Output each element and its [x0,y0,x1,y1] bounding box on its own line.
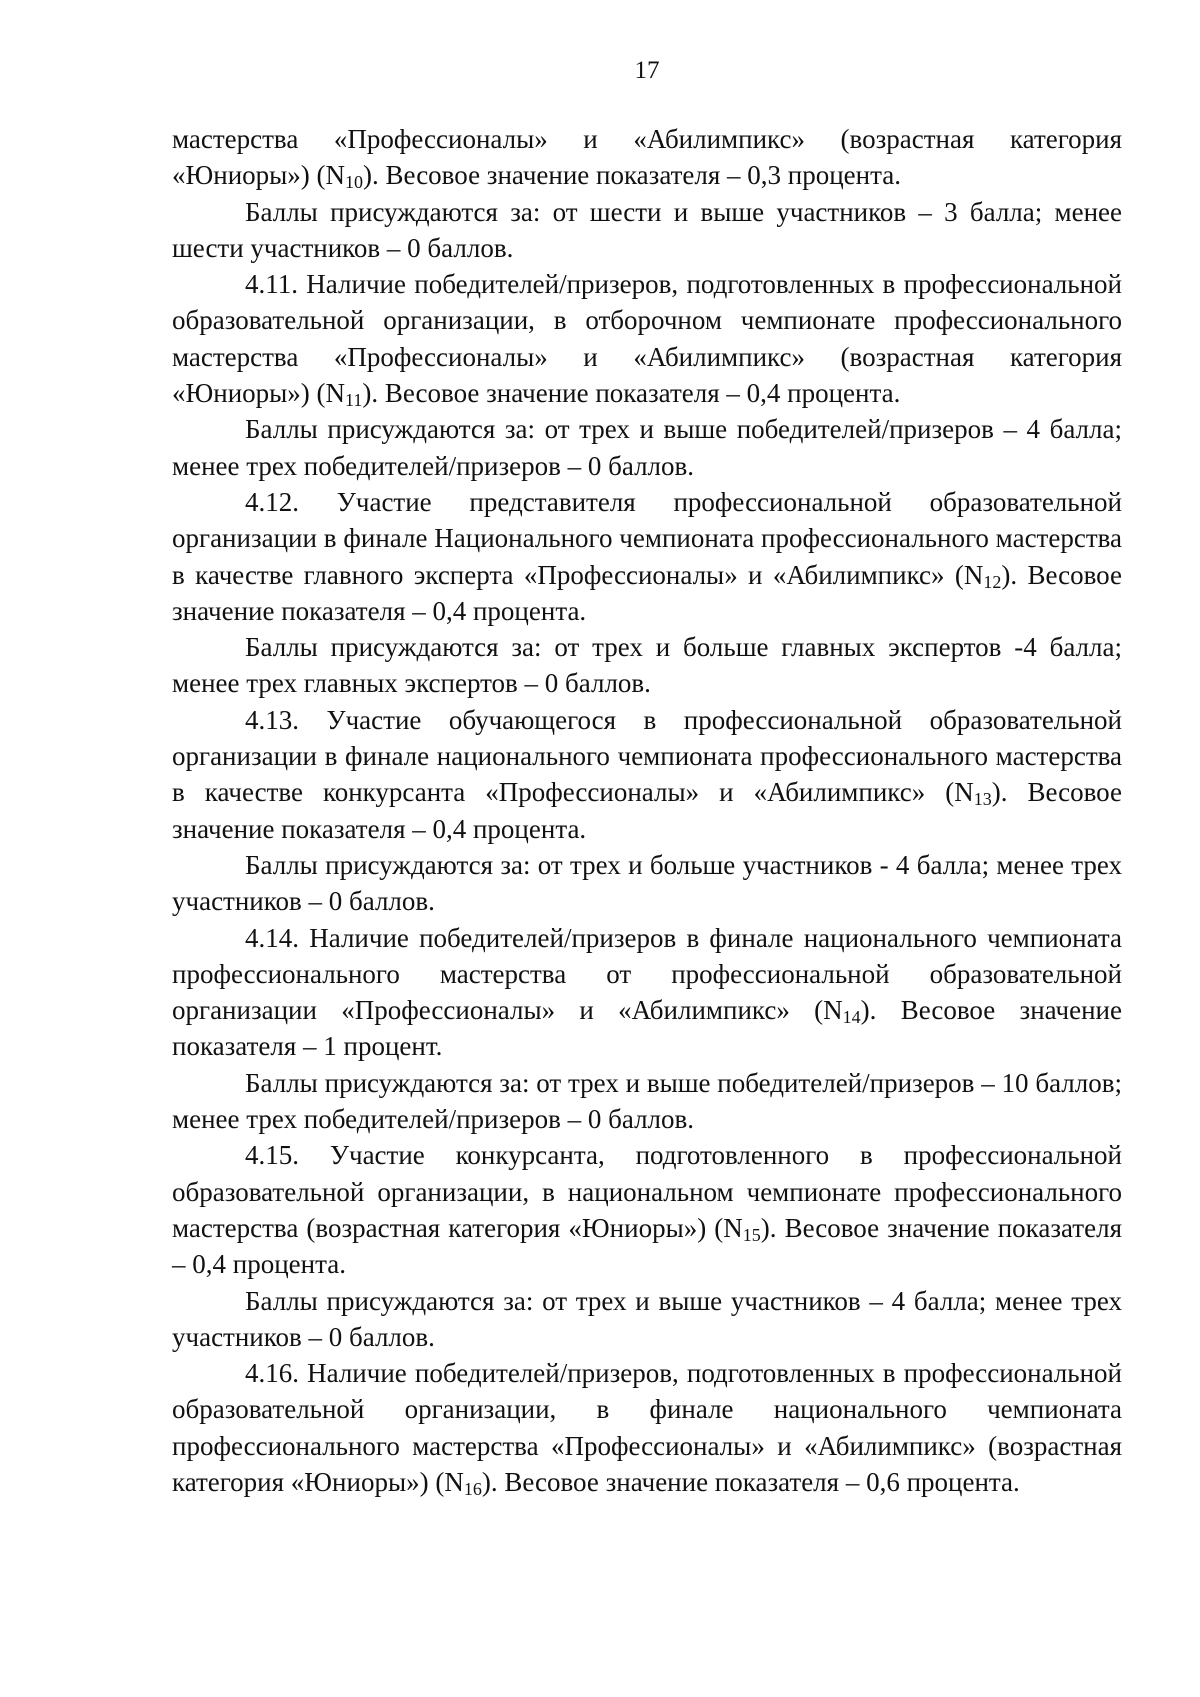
paragraph-tail: ). Весовое значение показателя – 1 процент. [172,995,1122,1062]
paragraph [172,484,1122,629]
paragraph-text: 4.11. Наличие победителей/призеров, подготовленных в профессиональной образовательной организации, в отборочном чемпионате профессионального мастерства «Профессионалы» и «Абилимпикс» (возрастная категория «Юниоры») (N [172,269,1122,409]
paragraph-text: Баллы присуждаются за: от шести и выше участников – 3 балла; менее шести участников – 0 баллов. [172,196,1122,263]
subscript: 14 [842,1007,861,1028]
paragraph [172,702,1122,847]
page-number: 17 [634,57,660,84]
paragraph-tail: ). Весовое значение показателя – 0,4 процента. [172,559,1122,626]
paragraph-tail: ). Весовое значение показателя – 0,4 процента. [362,378,901,409]
paragraph-text: Баллы присуждаются за: от трех и больше главных экспертов -4 балла; менее трех главных экспертов – 0 баллов. [172,632,1122,699]
paragraph [172,1065,1122,1138]
paragraph-text: Баллы присуждаются за: от трех и выше победителей/призеров – 4 балла; менее трех победителей/призеров – 0 баллов. [172,414,1122,481]
paragraph-tail: ). Весовое значение показателя – 0,4 процента. [172,777,1122,844]
paragraph [172,1283,1122,1356]
subscript: 12 [983,571,1002,592]
paragraph-text: 4.16. Наличие победителей/призеров, подготовленных в профессиональной образовательной организации, в финале национального чемпионата профессионального мастерства «Профессионалы» и «Абилимпикс» (возрастная категория «Юниоры») (N [172,1358,1122,1497]
paragraph-text: мастерства «Профессионалы» и «Абилимпикс» (возрастная категория «Юниоры») (N [172,124,1122,191]
paragraph-text: Баллы присуждаются за: от трех и больше участников - 4 балла; менее трех участников – 0 баллов. [172,849,1122,917]
paragraph-text: 4.12. Участие представителя профессиональной образовательной организации в финале Национального чемпионата профессионального мастерства в качестве главного эксперта «Профессионалы» и «Абилимпикс» (N [172,486,1122,590]
paragraph [172,121,1122,194]
paragraph [172,411,1122,484]
paragraph-text: 4.15. Участие конкурсанта, подготовленного в профессиональной образовательной организации, в национальном чемпионате профессионального мастерства (возрастная категория «Юниоры») (N [172,1140,1122,1243]
paragraph [172,920,1122,1065]
paragraph-tail: ). Весовое значение показателя – 0,4 процента. [172,1212,1122,1280]
paragraph [172,1355,1122,1500]
document-body [172,121,1122,1500]
paragraph-text: 4.14. Наличие победителей/призеров в финале национального чемпионата профессионального мастерства от профессиональной образовательной организации «Профессионалы» и «Абилимпикс» (N [172,922,1122,1026]
paragraph-text: Баллы присуждаются за: от трех и выше участников – 4 балла; менее трех участников – 0 баллов. [172,1285,1122,1352]
subscript: 13 [973,789,992,810]
subscript: 16 [463,1478,482,1499]
subscript: 10 [345,172,364,193]
paragraph [172,1137,1122,1282]
subscript: 11 [345,390,363,411]
paragraph-tail: ). Весовое значение показателя – 0,3 процента. [363,160,901,191]
paragraph-tail: ). Весовое значение показателя – 0,6 процента. [481,1466,1020,1497]
paragraph [172,266,1122,411]
paragraph-text: Баллы присуждаются за: от трех и выше победителей/призеров – 10 баллов; менее трех победителей/призеров – 0 баллов. [172,1067,1122,1135]
paragraph [172,847,1122,920]
paragraph [172,629,1122,702]
subscript: 15 [742,1224,761,1245]
paragraph-text: 4.13. Участие обучающегося в профессиональной образовательной организации в финале национального чемпионата профессионального мастерства в качестве конкурсанта «Профессионалы» и «Абилимпикс» (N [172,704,1122,808]
paragraph [172,194,1122,267]
